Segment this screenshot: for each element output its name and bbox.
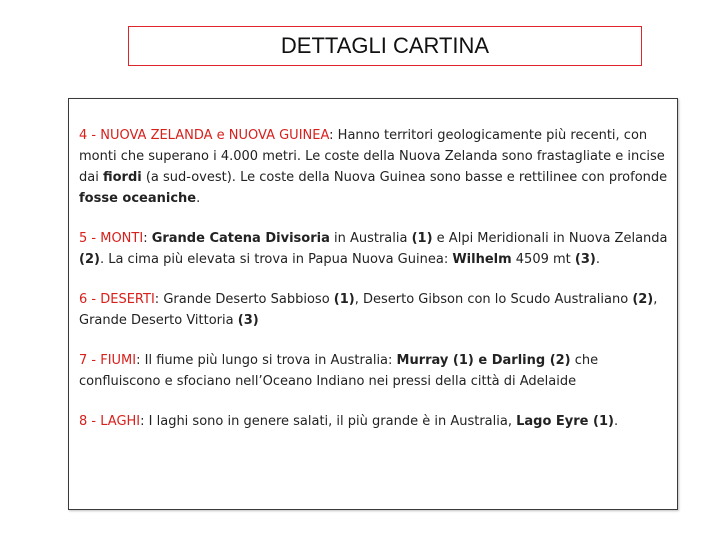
map-ref-3: (3) [574, 252, 596, 267]
paragraph-colon: : [154, 292, 160, 307]
paragraph-colon: : [136, 353, 141, 368]
paragraph-heading: MONTI [100, 231, 144, 246]
paragraph-heading: DESERTI [100, 292, 155, 307]
paragraph-heading: NUOVA ZELANDA e NUOVA GUINEA [100, 128, 330, 143]
slide-title-text: DETTAGLI CARTINA [280, 33, 490, 58]
paragraph-heading: FIUMI [100, 353, 137, 368]
paragraph-colon: : [143, 231, 152, 246]
paragraph-colon: : [140, 414, 145, 429]
map-ref-1: (1) [411, 231, 433, 246]
paragraph-number: 5 - [79, 231, 101, 246]
paragraph-text: , Deserto Gibson con lo Scudo Australiano [354, 292, 633, 307]
paragraph-number: 6 - [79, 292, 101, 307]
paragraph-laghi [79, 411, 669, 432]
map-ref-1: (1) [333, 292, 355, 307]
map-ref-2: (2) [79, 252, 100, 267]
highlight-lago-eyre: Lago Eyre (1) [516, 414, 614, 429]
paragraph-text: . [595, 252, 600, 267]
paragraph-nuova-zelanda-guinea [79, 125, 669, 209]
paragraph-text: 4509 mt [511, 252, 575, 267]
paragraph-number: 4 - [79, 128, 101, 143]
paragraph-colon: : [329, 128, 334, 143]
highlight-grande-catena: Grande Catena Divisoria [151, 231, 330, 246]
map-ref-2: (2) [632, 292, 654, 307]
paragraph-text: I laghi sono in genere salati, il più grande è in Australia, [144, 414, 517, 429]
paragraph-number: 8 - [79, 414, 101, 429]
paragraph-fiumi [79, 350, 669, 392]
highlight-fosse-oceaniche: fosse oceaniche [79, 191, 197, 206]
highlight-fiordi: fiordi [102, 170, 142, 185]
paragraph-text: Il fiume più lungo si trova in Australia: [140, 353, 397, 368]
paragraph-text: che confluiscono e sfociano nell’Oceano Indiano nei pressi della città di Adelaide [79, 353, 599, 389]
paragraph-text: e Alpi Meridionali in Nuova Zelanda [432, 231, 668, 246]
paragraph-monti [79, 228, 669, 270]
paragraph-text: in Australia [329, 231, 412, 246]
highlight-murray-darling: Murray (1) e Darling (2) [396, 353, 571, 368]
paragraph-text: . [613, 414, 619, 429]
paragraph-text: Grande Deserto Sabbioso [159, 292, 334, 307]
paragraph-heading: LAGHI [100, 414, 141, 429]
highlight-wilhelm: Wilhelm [452, 252, 512, 267]
map-ref-3: (3) [237, 313, 259, 328]
paragraph-deserti [79, 289, 669, 331]
paragraph-text: . La cima più elevata si trova in Papua Nuova Guinea: [99, 252, 453, 267]
paragraph-text: . [196, 191, 201, 206]
details-content-box [68, 98, 678, 510]
paragraph-text: , Grande Deserto Vittoria [79, 292, 658, 328]
paragraph-text: Hanno territori geologicamente più recenti, con monti che superano i 4.000 metri. Le coste della Nuova Zelanda sono frastagliate e incise dai [79, 128, 665, 185]
slide-title [128, 26, 642, 66]
paragraph-number: 7 - [79, 353, 101, 368]
paragraph-text: (a sud-ovest). Le coste della Nuova Guinea sono basse e rettilinee con profonde [141, 170, 668, 185]
